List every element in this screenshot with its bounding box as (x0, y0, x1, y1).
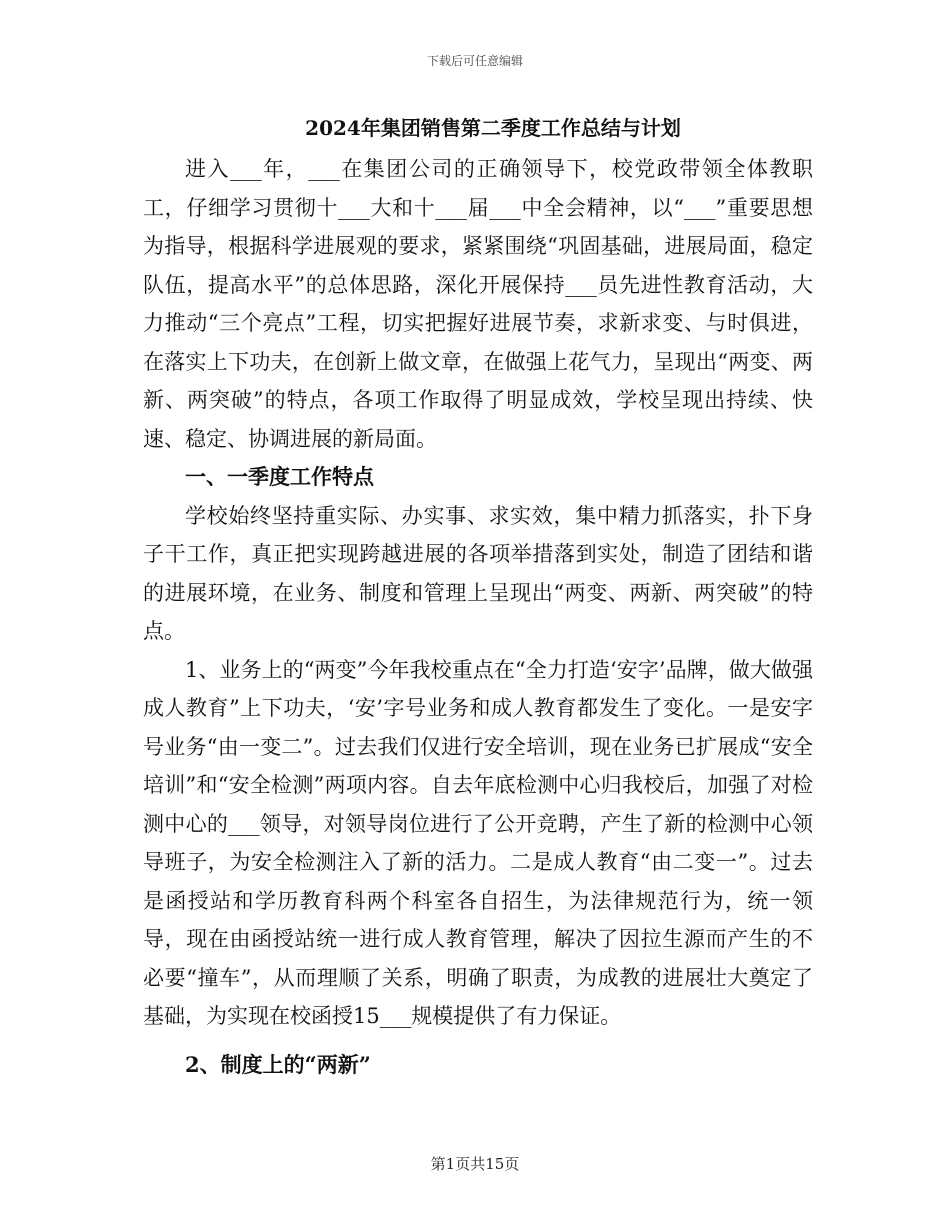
section-1-heading: 一、一季度工作特点 (185, 464, 374, 489)
item-1-paragraph: 1、业务上的“两变”今年我校重点在“全力打造‘安字’品牌，做大做强成人教育”上下功夫，‘安’字号业务和成人教育都发生了变化。一是安字号业务“由一变二”。过去我们仅进行安全培训，现在业务已扩展成“安全培训”和“安全检测”两项内容。自去年底检测中心归我校后，加强了对检测中心的___领导，对领导岗位进行了公开竞聘，产生了新的检测中心领导班子，为安全检测注入了新的活力。二是成人教育“由二变一”。过去是函授站和学历教育科两个科室各自招生，为法律规范行为，统一领导，现在由函授站统一进行成人教育管理，解决了因拉生源而产生的不必要“撞车”，从而理顺了关系，明确了职责，为成教的进展壮大奠定了基础，为实现在校函授15___规模提供了有力保证。 (143, 657, 813, 1028)
document-body (143, 106, 813, 1084)
item-2-heading: 2、制度上的“两新” (185, 1051, 371, 1077)
section-1-paragraph: 学校始终坚持重实际、办实事、求实效，集中精力抓落实，扑下身子干工作，真正把实现跨越进展的各项举措落到实处，制造了团结和谐的进展环境，在业务、制度和管理上呈现出“两变、两新、两突破”的特点。 (143, 503, 813, 643)
document-title: 2024年集团销售第二季度工作总结与计划 (305, 116, 681, 140)
header-note: 下载后可任意编辑 (426, 54, 523, 68)
intro-paragraph: 进入___年，___在集团公司的正确领导下，校党政带领全体教职工，仔细学习贯彻十___大和十___届___中全会精神，以“___”重要思想为指导，根据科学进展观的要求，紧紧围绕“巩固基础，进展局面，稳定队伍，提高水平”的总体思路，深化开展保持___员先进性教育活动，大力推动“三个亮点”工程，切实把握好进展节奏，求新求变、与时俱进，在落实上下功夫，在创新上做文章，在做强上花气力，呈现出“两变、两新、两突破”的特点，各项工作取得了明显成效，学校呈现出持续、快速、稳定、协调进展的新局面。 (143, 157, 813, 451)
page-number: 第1页共15页 (430, 1155, 520, 1173)
